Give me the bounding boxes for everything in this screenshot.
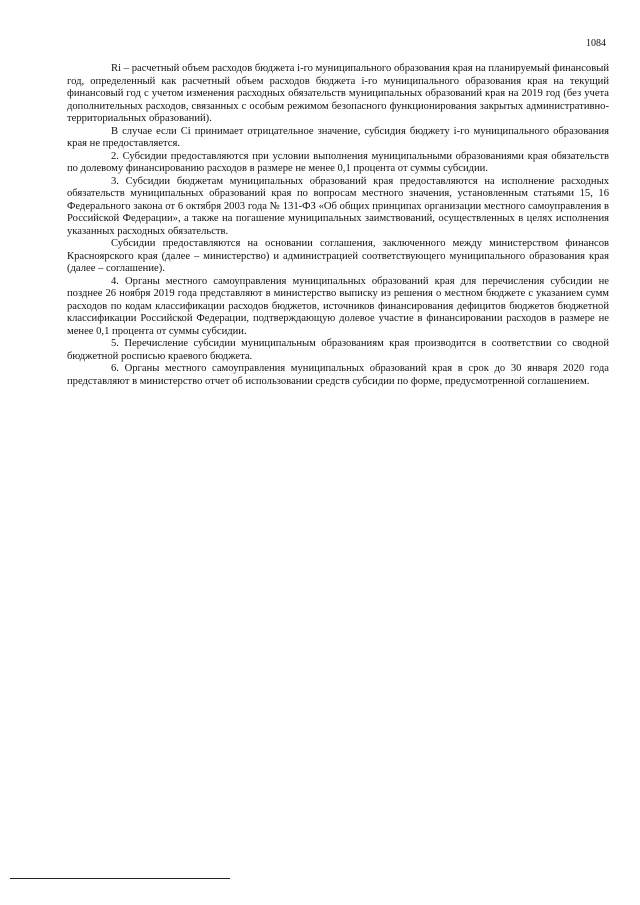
paragraph-item-5: 5. Перечисление субсидии муниципальным образованиям края производится в соответствии со сводной бюджетной росписью краевого бюджета. [67, 338, 609, 362]
paragraph-agreement: Субсидии предоставляются на основании соглашения, заключенного между министерством финансов Красноярского края (далее – министерство) и администрацией соответствующего муниципального образования края (далее – соглашение). [67, 238, 609, 274]
page-number: 1084 [586, 38, 606, 49]
paragraph-item-6: 6. Органы местного самоуправления муниципальных образований края в срок до 30 января 2020 года представляют в министерство отчет об использовании средств субсидии по форме, предусмотренной соглашением. [67, 363, 609, 387]
paragraph-ri-definition: Ri – расчетный объем расходов бюджета i-го муниципального образования края на планируемый финансовый год, определенный как расчетный объем расходов бюджета i-го муниципального образования края на текущий финансовый год с учетом изменения расходных обязательств муниципальных образований края на 2019 год (без учета дополнительных расходов, связанных с особым режимом безопасного функционирования закрытых административно-территориальных образований). [67, 63, 609, 124]
paragraph-item-4: 4. Органы местного самоуправления муниципальных образований края для перечисления субсидии не позднее 26 ноября 2019 года представляют в министерство выписку из решения о местном бюджете с указанием сумм расходов по кодам классификации расходов бюджетов, источников финансирования дефицитов бюджетов бюджетной классификации Российской Федерации, подтверждающую долевое участие в финансировании расходов в размере не менее 0,1 процента от суммы субсидии. [67, 275, 609, 337]
paragraph-item-3: 3. Субсидии бюджетам муниципальных образований края предоставляются на исполнение расходных обязательств муниципальных образований края по вопросам местного значения, установленным статьями 15, 16 Федерального закона от 6 октября 2003 года № 131-ФЗ «Об общих принципах организации местного самоуправления в Российской Федерации», а также на погашение муниципальных заимствований, осуществленных в целях исполнения указанных расходных обязательств. [67, 175, 609, 237]
footer-rule [10, 878, 230, 879]
paragraph-ci-negative: В случае если Ci принимает отрицательное значение, субсидия бюджету i-го муниципального образования края не предоставляется. [67, 125, 609, 149]
document-body [67, 63, 609, 388]
paragraph-item-2: 2. Субсидии предоставляются при условии выполнения муниципальными образованиями края обязательств по долевому финансированию расходов в размере не менее 0,1 процента от суммы субсидии. [67, 150, 609, 174]
